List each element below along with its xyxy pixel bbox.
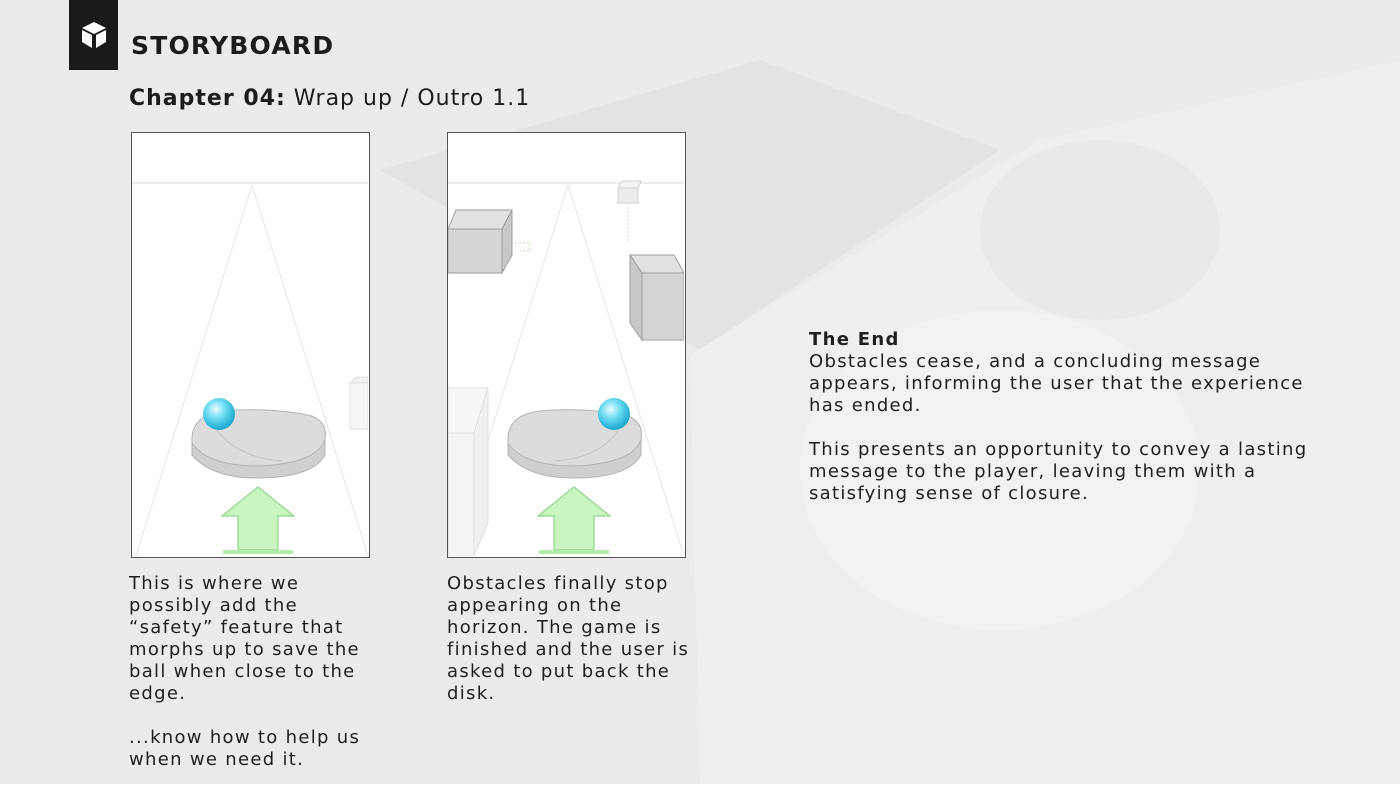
ball: [598, 398, 630, 430]
caption-paragraph: Obstacles finally stop appearing on the horizon. The game is finished and the user is asked to put back the disk.: [447, 573, 690, 704]
obstacle-box-left: [448, 210, 530, 273]
caption-paragraph: This is where we possibly add the “safety” feature that morphs up to save the ball when close to the edge.: [129, 573, 360, 704]
scene-description: [809, 329, 1309, 505]
obstacle-box-right: [630, 255, 684, 340]
panel-1-illustration: [132, 133, 368, 556]
obstacle-box-far: [618, 181, 641, 243]
logo-block: [69, 0, 118, 70]
brand-title: STORYBOARD: [131, 31, 335, 60]
chapter-subtitle: Wrap up / Outro 1.1: [285, 86, 531, 111]
scene-title: The End: [809, 329, 900, 350]
ball: [203, 398, 235, 430]
panel-2-illustration: [448, 133, 684, 556]
faint-obstacle: [448, 388, 488, 556]
cube-logo-icon: [78, 19, 110, 51]
caption-paragraph: ...know how to help us when we need it.: [129, 727, 361, 770]
panel-1-caption: [129, 573, 379, 771]
description-paragraph: This presents an opportunity to convey a lasting message to the player, leaving them with a satisfying sense of closure.: [809, 439, 1308, 504]
storyboard-panel-2: [447, 132, 686, 558]
forward-arrow: [538, 487, 610, 554]
chapter-heading: [129, 86, 530, 111]
description-paragraph: Obstacles cease, and a concluding message appears, informing the user that the experience has ended.: [809, 351, 1304, 416]
forward-arrow: [222, 487, 294, 554]
faint-obstacle: [350, 377, 368, 429]
panel-2-caption: [447, 573, 697, 705]
storyboard-panel-1: [131, 132, 370, 558]
chapter-label: Chapter 04:: [129, 86, 286, 111]
